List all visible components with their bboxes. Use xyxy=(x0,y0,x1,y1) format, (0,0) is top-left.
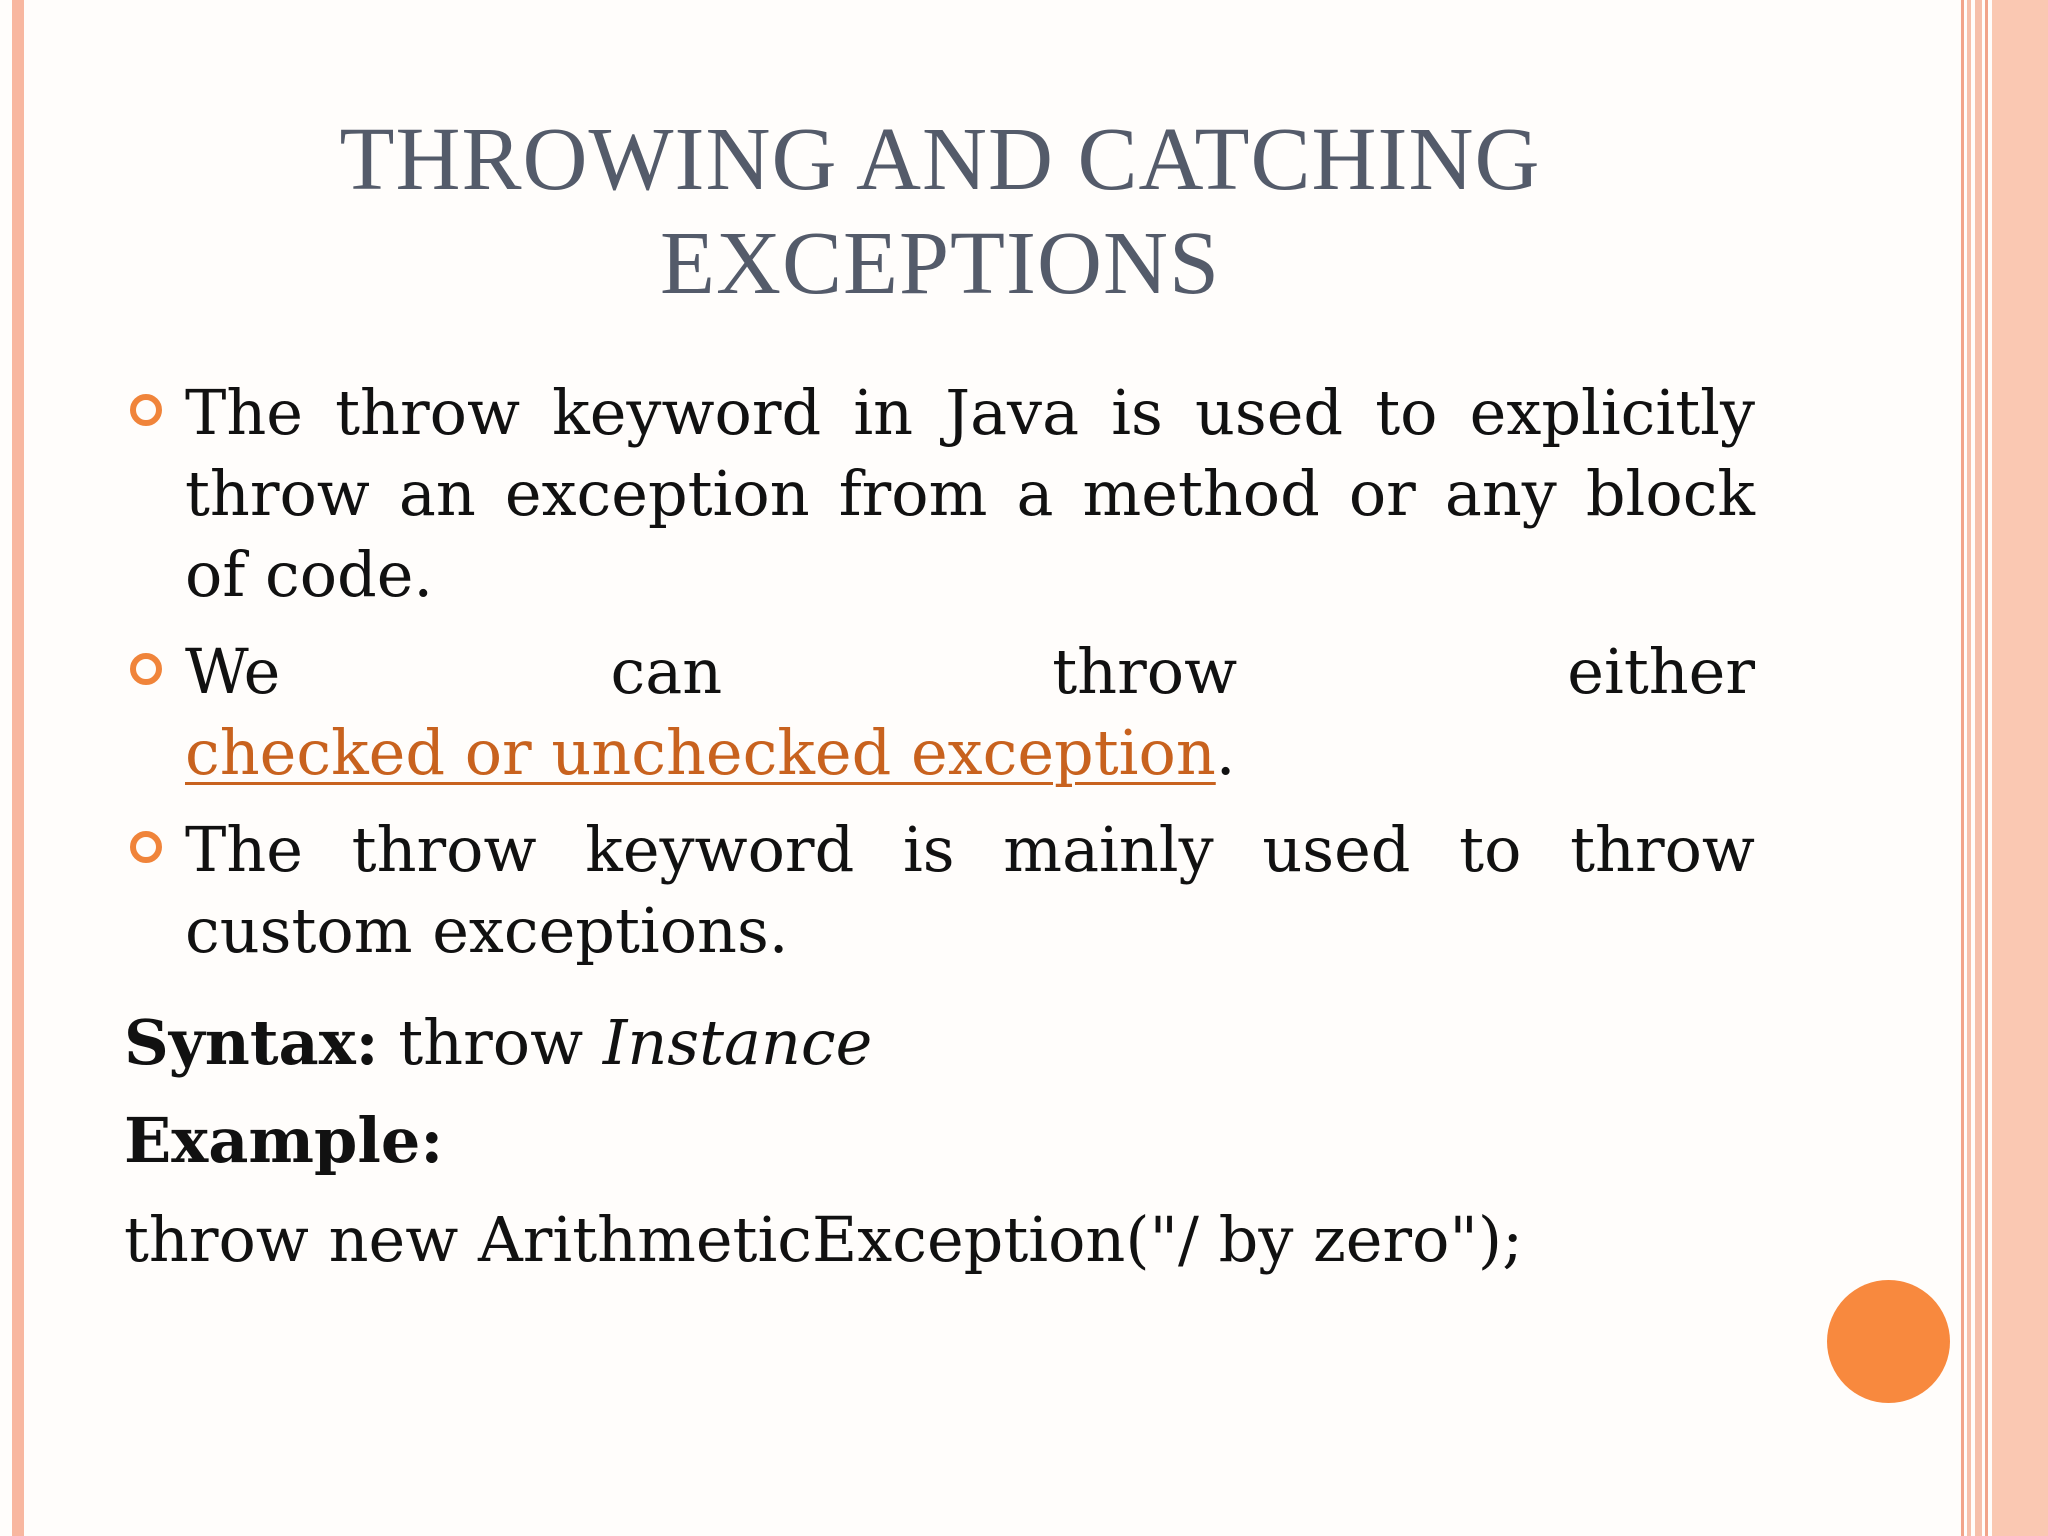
bullet-text: The throw keyword is mainly used to throw custom exceptions. xyxy=(185,813,1755,967)
syntax-text: throw xyxy=(378,1006,603,1079)
right-border-band xyxy=(1992,0,2048,1536)
bullet-text-line xyxy=(185,631,1755,712)
slide-title xyxy=(170,108,1710,316)
bullet-text: The throw keyword in Java is used to explicitly throw an exception from a method or any block of code. xyxy=(185,376,1755,611)
right-border-line-1 xyxy=(1961,0,1964,1536)
slide-title-line1: THROWING AND CATCHING xyxy=(339,110,1541,209)
bullet-item-checked-unchecked xyxy=(130,631,1755,793)
syntax-label: Syntax: xyxy=(124,1006,379,1079)
code-example-line: throw new ArithmeticException("/ by zero"); xyxy=(124,1203,1523,1276)
orange-circle-icon xyxy=(1827,1280,1950,1403)
circle-bullet-icon xyxy=(130,653,162,685)
circle-bullet-icon xyxy=(130,831,162,863)
example-label: Example: xyxy=(124,1104,444,1177)
bullet-suffix: . xyxy=(1215,716,1236,789)
syntax-italic: Instance xyxy=(602,1006,873,1079)
slide-title-line2: EXCEPTIONS xyxy=(659,214,1221,313)
left-border-decoration xyxy=(12,0,24,1536)
bullet-text-link-line xyxy=(185,712,1755,793)
syntax-line xyxy=(124,1002,872,1083)
bullet-list xyxy=(130,372,1755,987)
checked-unchecked-exception-link[interactable]: checked or unchecked exception xyxy=(185,716,1216,789)
right-border-line-4 xyxy=(1985,0,1988,1536)
right-border-line-3 xyxy=(1975,0,1982,1536)
right-border-line-2 xyxy=(1967,0,1971,1536)
bullet-text: We can throw either xyxy=(185,635,1755,708)
bullet-item-throw-keyword xyxy=(130,372,1755,615)
bullet-item-custom-exceptions xyxy=(130,809,1755,971)
circle-bullet-icon xyxy=(130,394,162,426)
